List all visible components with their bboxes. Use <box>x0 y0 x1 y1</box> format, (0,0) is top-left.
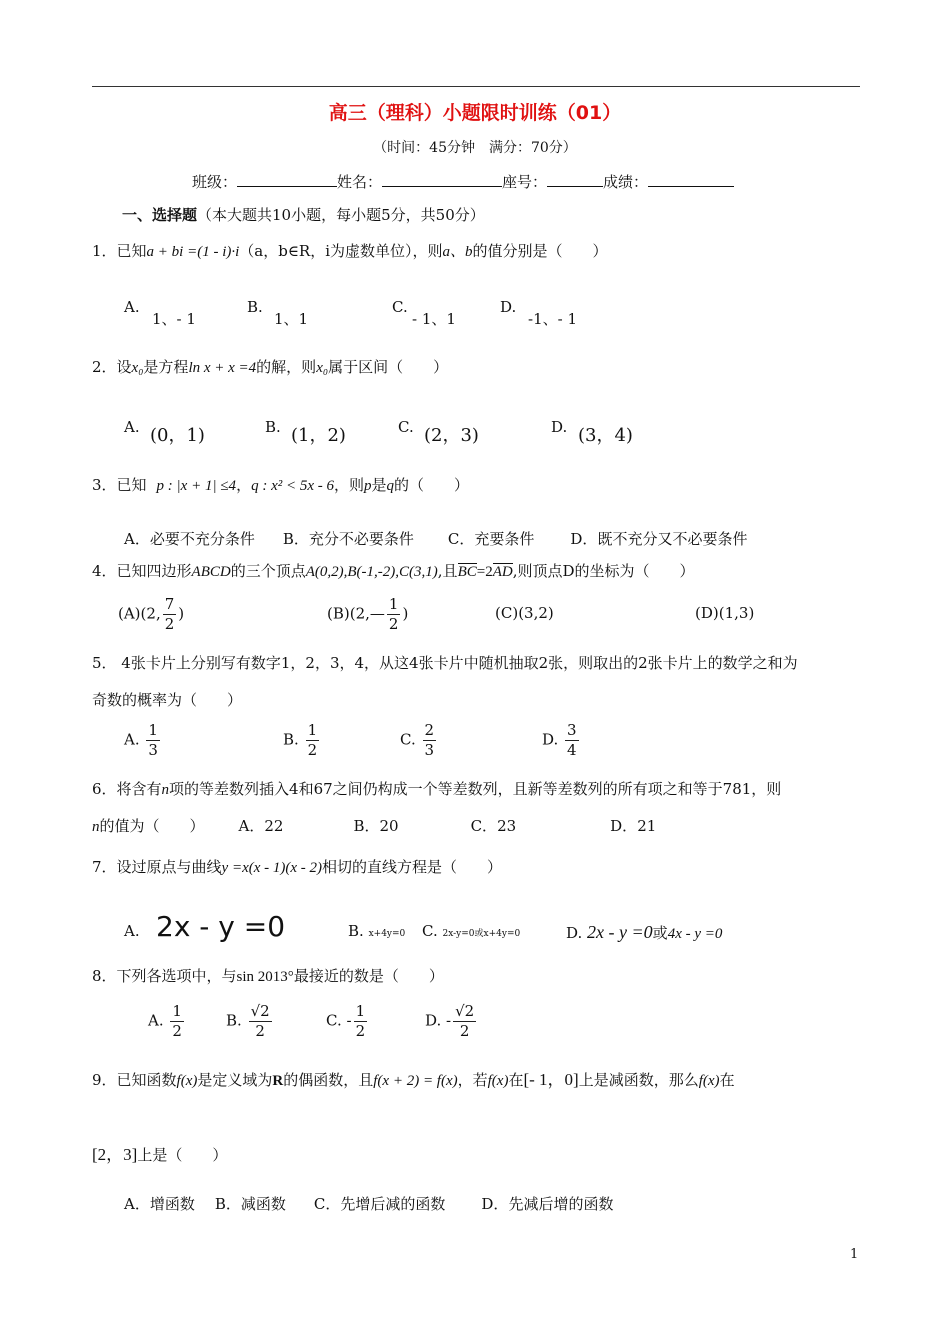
q8-option-a[interactable]: A. $\frac{1}{2}$ <box>148 1002 182 1040</box>
q1-option-b-text: 1、1 <box>274 310 309 328</box>
q8-option-b[interactable]: B. $\frac{√2}{2}$ <box>226 1002 270 1040</box>
q7-option-d[interactable]: D. 2x - y =0或4x - y =0 <box>566 922 723 942</box>
q7-curve: y =x(x - 1)(x - 2) <box>221 860 323 876</box>
q3-p: p : |x + 1| ≤4 <box>156 478 237 494</box>
q3-option-a[interactable]: A．必要不充分条件 <box>124 530 255 548</box>
question-8: 8．下列各选项中，与sin 2013°最接近的数是（ ） <box>92 967 444 985</box>
q1-suffix: 的值分别是（ ） <box>472 242 608 260</box>
q1-vars: a、b <box>442 244 473 260</box>
q6-option-a[interactable]: A．22 <box>238 817 284 835</box>
q7-option-c[interactable]: C. 2x-y=0或x+4y=0 <box>422 922 521 940</box>
q2-option-a-text: (0，1) <box>150 425 205 446</box>
q1-expr: a + bi =(1 - i)·i <box>146 244 240 260</box>
q3-option-d[interactable]: D．既不充分又不必要条件 <box>570 530 748 548</box>
q1-option-a-text: 1、- 1 <box>152 310 196 328</box>
q3-option-b[interactable]: B．充分不必要条件 <box>282 530 414 548</box>
question-5-line2: 奇数的概率为（ ） <box>92 691 243 709</box>
q3-option-c[interactable]: C．充要条件 <box>447 530 535 548</box>
q9-option-b[interactable]: B．减函数 <box>214 1195 286 1213</box>
section-title: 一、选择题 <box>122 206 198 224</box>
q4-vec-ad: AD <box>492 564 513 580</box>
q2-option-d-text: (3，4) <box>578 425 633 446</box>
seat-label: 座号： <box>502 173 548 191</box>
subtitle: （时间：45分钟 满分：70分） <box>373 140 577 156</box>
q1-option-c[interactable]: C. <box>392 298 408 316</box>
q7-option-a-text: 2x - y =0 <box>156 910 286 943</box>
q6-option-d[interactable]: D．21 <box>610 817 657 835</box>
q4-option-d[interactable]: (D)(1,3) <box>695 604 755 622</box>
q2-option-d[interactable]: D. <box>551 418 568 436</box>
q2-var: x₀ <box>131 360 144 376</box>
question-7: 7．设过原点与曲线y =x(x - 1)(x - 2)相切的直线方程是（ ） <box>92 858 503 876</box>
q2-var-2: x₀ <box>316 360 329 376</box>
q4-option-b[interactable]: (B)(2,— $\frac{1}{2}$ ) <box>327 595 409 633</box>
q1-option-b[interactable]: B. <box>247 298 263 316</box>
seat-field[interactable] <box>547 172 603 187</box>
question-4: 4．已知四边形ABCD的三个顶点A(0,2),B(-1,-2),C(3,1),且BC=2AD,则顶点D的坐标为（ ） <box>92 562 695 580</box>
q8-option-c[interactable]: C. - $\frac{1}{2}$ <box>326 1002 366 1040</box>
class-field[interactable] <box>237 172 337 187</box>
q8-option-d[interactable]: D. - $\frac{√2}{2}$ <box>425 1002 475 1040</box>
q1-option-d[interactable]: D. <box>500 298 517 316</box>
q2-option-b[interactable]: B. <box>265 418 281 436</box>
q1-prefix: 1．已知 <box>92 242 147 260</box>
score-field[interactable] <box>648 172 734 187</box>
q9-option-a[interactable]: A．增函数 <box>124 1195 195 1213</box>
q5-option-c[interactable]: C. $\frac{2}{3}$ <box>400 721 435 759</box>
q7-option-b[interactable]: B. x+4y=0 <box>348 922 406 940</box>
q2-option-c-text: (2，3) <box>424 425 479 446</box>
q4-option-a[interactable]: (A)(2, $\frac{7}{2}$ ) <box>118 595 185 633</box>
q2-eq: ln x + x =4 <box>188 360 257 376</box>
q2-option-b-text: (1，2) <box>291 425 346 446</box>
question-1 <box>92 240 608 261</box>
q3-options <box>124 528 747 549</box>
question-9-line2: [2，3]上是（ ） <box>92 1145 228 1164</box>
section-heading <box>122 204 485 225</box>
q4-points: A(0,2),B(-1,-2),C(3,1) <box>305 564 438 580</box>
q4-vec-bc: BC <box>457 564 477 580</box>
question-2: 2．设x₀是方程ln x + x =4的解，则x₀属于区间（ ） <box>92 358 449 376</box>
score-label: 成绩： <box>603 173 649 191</box>
q5-option-a[interactable]: A. $\frac{1}{3}$ <box>124 721 158 759</box>
q1-option-a[interactable]: A. <box>124 298 140 316</box>
q6-option-c[interactable]: C．23 <box>470 817 517 835</box>
question-5-line1: 5． 4张卡片上分别写有数字1，2，3，4，从这4张卡片中随机抽取2张，则取出的2张卡片上的数学之和为 <box>92 654 798 672</box>
q5-option-b[interactable]: B. $\frac{1}{2}$ <box>283 721 318 759</box>
q1-option-d-text: -1、- 1 <box>528 310 577 328</box>
q9-option-d[interactable]: D．先减后增的函数 <box>481 1195 614 1213</box>
header-rule <box>92 86 860 87</box>
page-title: 高三（理科）小题限时训练（01） <box>328 102 622 124</box>
section-note: （本大题共10小题，每小题5分，共50分） <box>197 206 485 224</box>
name-field[interactable] <box>382 172 502 187</box>
q3-q: q : x² < 5x - 6 <box>251 478 335 494</box>
question-3: 3．已知 p : |x + 1| ≤4，q : x² < 5x - 6，则p是q的（ ） <box>92 476 470 494</box>
name-label: 姓名： <box>337 173 383 191</box>
q2-option-c[interactable]: C. <box>398 418 414 436</box>
q9-options <box>124 1193 613 1214</box>
q4-option-c[interactable]: (C)(3,2) <box>495 604 554 622</box>
question-6-line2: n的值为（ ） A．22 B．20 C．23 D．21 <box>92 817 657 835</box>
q6-option-b[interactable]: B．20 <box>353 817 399 835</box>
q5-option-d[interactable]: D. $\frac{3}{4}$ <box>542 721 577 759</box>
info-line <box>192 171 734 192</box>
question-9: 9．已知函数f(x)是定义域为R的偶函数，且f(x + 2) = f(x)，若f(x)在[- 1，0]上是减函数，那么f(x)在 <box>92 1070 735 1089</box>
page-number: 1 <box>850 1247 859 1262</box>
q1-cond: （a，b∈R，i为虚数单位），则 <box>239 242 443 260</box>
q2-option-a[interactable]: A. <box>124 418 140 436</box>
q8-expr: sin 2013° <box>236 969 294 985</box>
question-6-line1: 6．将含有n项的等差数列插入4和67之间仍构成一个等差数列，且新等差数列的所有项之和等于781，则 <box>92 780 782 798</box>
q1-option-c-text: - 1、1 <box>412 310 456 328</box>
q9-option-c[interactable]: C．先增后减的函数 <box>313 1195 446 1213</box>
q7-option-a-label[interactable]: A. <box>124 922 140 940</box>
class-label: 班级： <box>192 173 238 191</box>
